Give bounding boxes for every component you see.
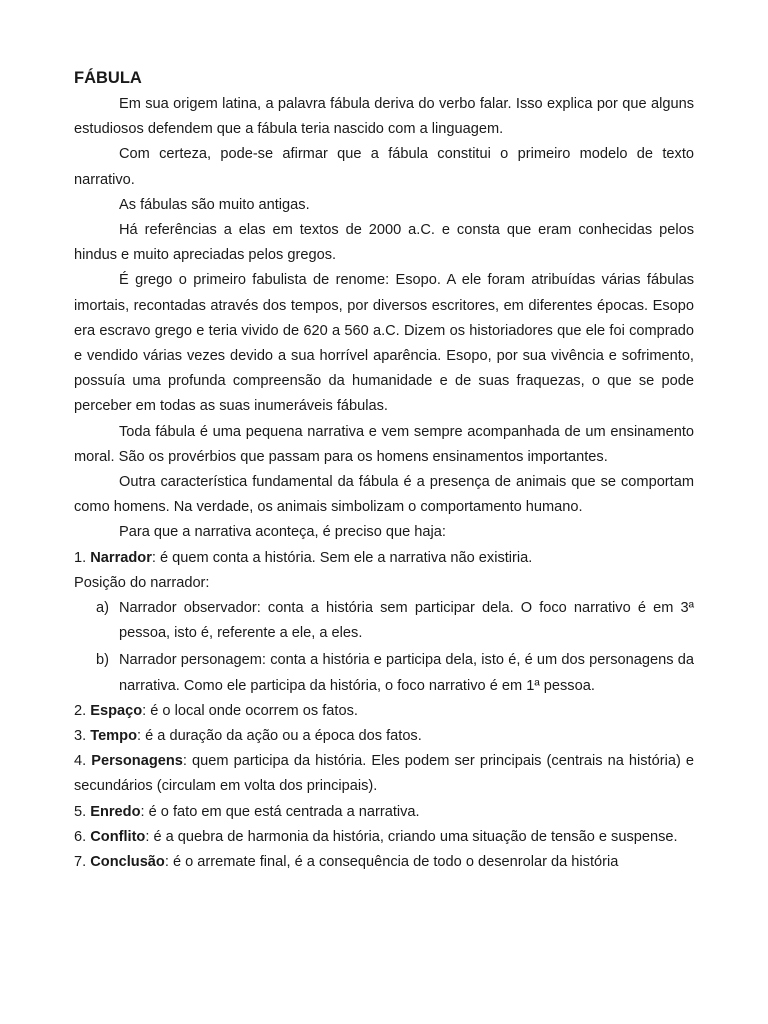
element-number: 2. xyxy=(74,702,87,719)
element-espaco xyxy=(74,699,694,724)
element-label: Personagens xyxy=(91,753,183,770)
element-text: : é a quebra de harmonia da história, criando uma situação de tensão e suspense. xyxy=(145,828,678,845)
document-page xyxy=(74,66,694,875)
element-text: : é o arremate final, é a consequência de todo o desenrolar da história xyxy=(164,854,619,871)
narrator-position-item xyxy=(74,596,694,646)
element-text: : é o fato em que está centrada a narrativa. xyxy=(140,803,420,820)
paragraph-moral: Toda fábula é uma pequena narrativa e vem sempre acompanhada de um ensinamento moral. São os provérbios que passam para os homens ensinamentos importantes. xyxy=(74,423,694,465)
list-item-text: Narrador observador: conta a história sem participar dela. O foco narrativo é em 3ª pessoa, isto é, referente a ele, a eles. xyxy=(119,600,694,642)
element-number: 5. xyxy=(74,803,87,820)
element-text: : é quem conta a história. Sem ele a narrativa não existiria. xyxy=(151,549,533,566)
narrator-position-title: Posição do narrador: xyxy=(74,574,210,591)
element-number: 6. xyxy=(74,828,87,845)
narrator-position-list xyxy=(74,596,694,699)
element-text: : quem participa da história. Eles podem ser principais (centrais na história) e secundários (circulam em volta dos principais). xyxy=(74,753,694,795)
element-number: 4. xyxy=(74,753,87,770)
paragraph-esopo: É grego o primeiro fabulista de renome: Esopo. A ele foram atribuídas várias fábulas imortais, recontadas através dos tempos, por diversos escritores, em diferentes épocas. Esopo era escravo grego e teria vivido de 620 a 560 a.C. Dizem os historiadores que ele foi comprado e vendido várias vezes devido a sua horrível aparência. Esopo, por sua vivência e sofrimento, possuía uma profunda compreensão da humanidade e de suas fraquezas, o que se pode perceber em todas as suas inumeráveis fábulas. xyxy=(74,272,694,415)
narrator-position-item xyxy=(74,648,694,698)
page-title: FÁBULA xyxy=(74,69,142,87)
list-marker: b) xyxy=(96,652,109,669)
element-number: 7. xyxy=(74,854,87,871)
list-item-text: Narrador personagem: conta a história e participa dela, isto é, é um dos personagens da narrativa. Como ele participa da história, o foco narrativo é em 1ª pessoa. xyxy=(119,652,694,694)
paragraph-ancient: As fábulas são muito antigas. xyxy=(119,196,310,213)
list-marker: a) xyxy=(96,600,109,617)
element-label: Narrador xyxy=(90,549,152,566)
element-conflito xyxy=(74,825,694,850)
paragraph-origin: Em sua origem latina, a palavra fábula deriva do verbo falar. Isso explica por que alguns estudiosos defendem que a fábula teria nascido com a linguagem. xyxy=(74,96,694,138)
paragraph-first-model: Com certeza, pode-se afirmar que a fábula constitui o primeiro modelo de texto narrativo. xyxy=(74,146,694,188)
element-personagens xyxy=(74,749,694,799)
element-label: Tempo xyxy=(90,728,137,745)
element-text: : é a duração da ação ou a época dos fatos. xyxy=(137,728,422,745)
element-label: Conclusão xyxy=(90,854,165,871)
paragraph-animals: Outra característica fundamental da fábula é a presença de animais que se comportam como homens. Na verdade, os animais simbolizam o comportamento humano. xyxy=(74,474,694,516)
element-narrador xyxy=(74,546,694,571)
element-label: Conflito xyxy=(90,828,146,845)
element-number: 3. xyxy=(74,728,87,745)
element-text: : é o local onde ocorrem os fatos. xyxy=(142,702,358,719)
element-label: Espaço xyxy=(90,702,143,719)
element-conclusao xyxy=(74,850,694,875)
element-enredo xyxy=(74,800,694,825)
element-label: Enredo xyxy=(90,803,141,820)
element-tempo xyxy=(74,724,694,749)
paragraph-requirements: Para que a narrativa aconteça, é preciso que haja: xyxy=(119,524,446,541)
paragraph-references: Há referências a elas em textos de 2000 a.C. e consta que eram conhecidas pelos hindus e muito apreciadas pelos gregos. xyxy=(74,222,694,264)
element-number: 1. xyxy=(74,549,87,566)
